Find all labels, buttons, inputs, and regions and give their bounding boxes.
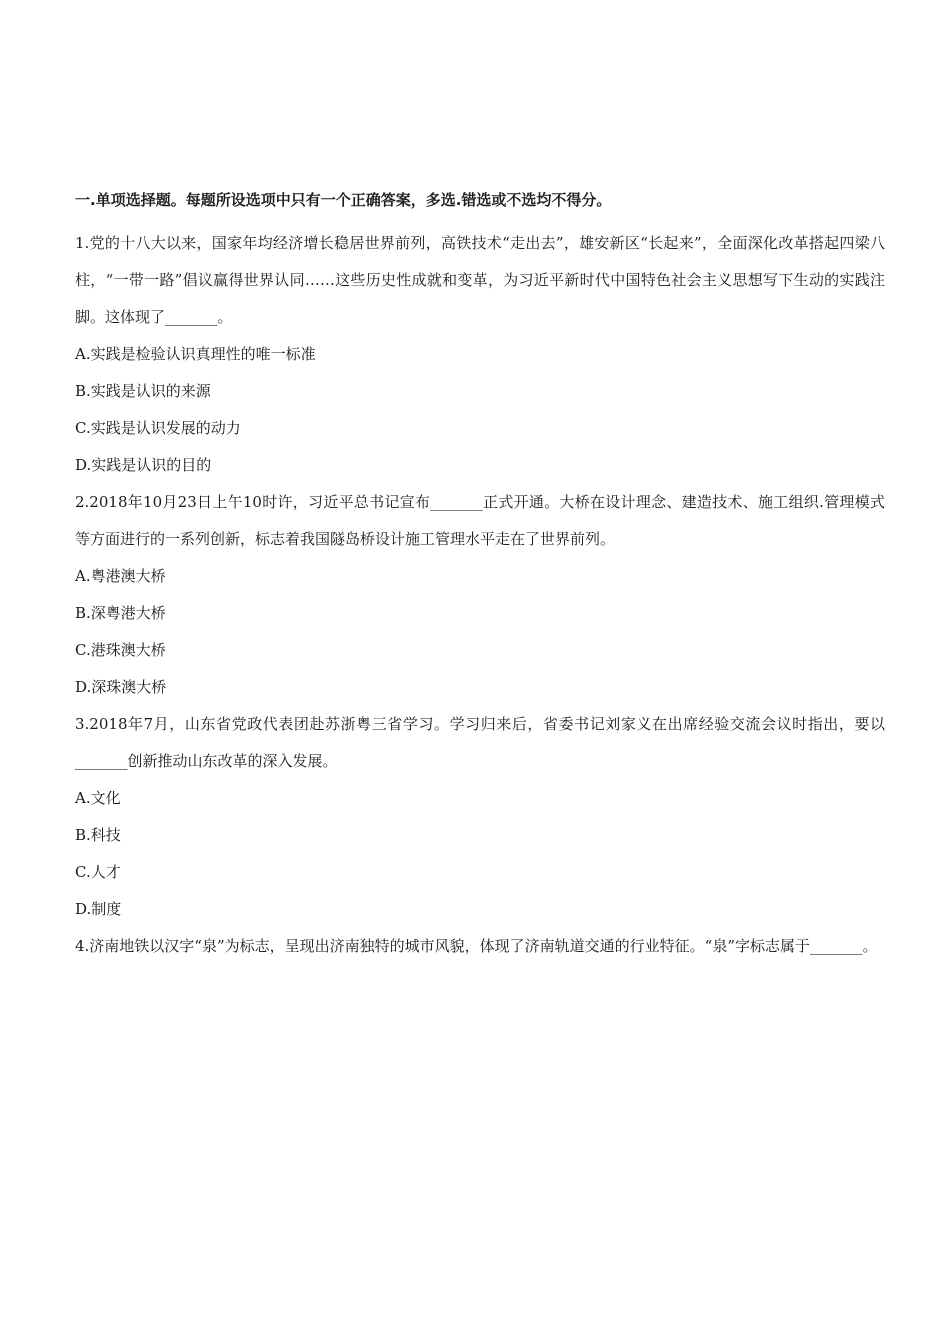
question-1-option-c: C.实践是认识发展的动力: [75, 419, 241, 437]
question-2-option-a: A.粤港澳大桥: [75, 567, 166, 585]
question-2-option-d: D.深珠澳大桥: [75, 678, 167, 696]
section-title: 一.单项选择题。每题所设选项中只有一个正确答案，多选.错选或不选均不得分。: [75, 191, 612, 209]
question-1-option-d: D.实践是认识的目的: [75, 456, 212, 474]
question-1-text: 1.党的十八大以来，国家年均经济增长稳居世界前列，高铁技术“走出去”，雄安新区“长起来”，全面深化改革搭起四梁八柱，“一带一路”倡议赢得世界认同……这些历史性成就和变革，为习近平新时代中国特色社会主义思想写下生动的实践注脚。这体现了_______。: [75, 234, 885, 326]
question-3-option-c: C.人才: [75, 863, 121, 881]
question-3-text: 3.2018年7月，山东省党政代表团赴苏浙粤三省学习。学习归来后，省委书记刘家义在出席经验交流会议时指出，要以_______创新推动山东改革的深入发展。: [75, 715, 885, 770]
question-1: [75, 225, 885, 484]
question-2-option-b: B.深粤港大桥: [75, 604, 166, 622]
exam-page: [75, 190, 885, 965]
question-3-option-b: B.科技: [75, 826, 121, 844]
question-3-option-a: A.文化: [75, 789, 121, 807]
question-1-option-b: B.实践是认识的来源: [75, 382, 211, 400]
question-4: [75, 928, 885, 965]
question-2-option-c: C.港珠澳大桥: [75, 641, 166, 659]
question-3-option-d: D.制度: [75, 900, 122, 918]
question-4-text: 4.济南地铁以汉字“泉”为标志，呈现出济南独特的城市风貌，体现了济南轨道交通的行业特征。“泉”字标志属于_______。: [75, 937, 878, 955]
question-1-option-a: A.实践是检验认识真理性的唯一标准: [75, 345, 316, 363]
question-2: [75, 484, 885, 706]
question-3: [75, 706, 885, 928]
question-2-text: 2.2018年10月23日上午10时许，习近平总书记宣布_______正式开通。大桥在设计理念、建造技术、施工组织.管理模式等方面进行的一系列创新，标志着我国隧岛桥设计施工管理水平走在了世界前列。: [75, 493, 885, 548]
